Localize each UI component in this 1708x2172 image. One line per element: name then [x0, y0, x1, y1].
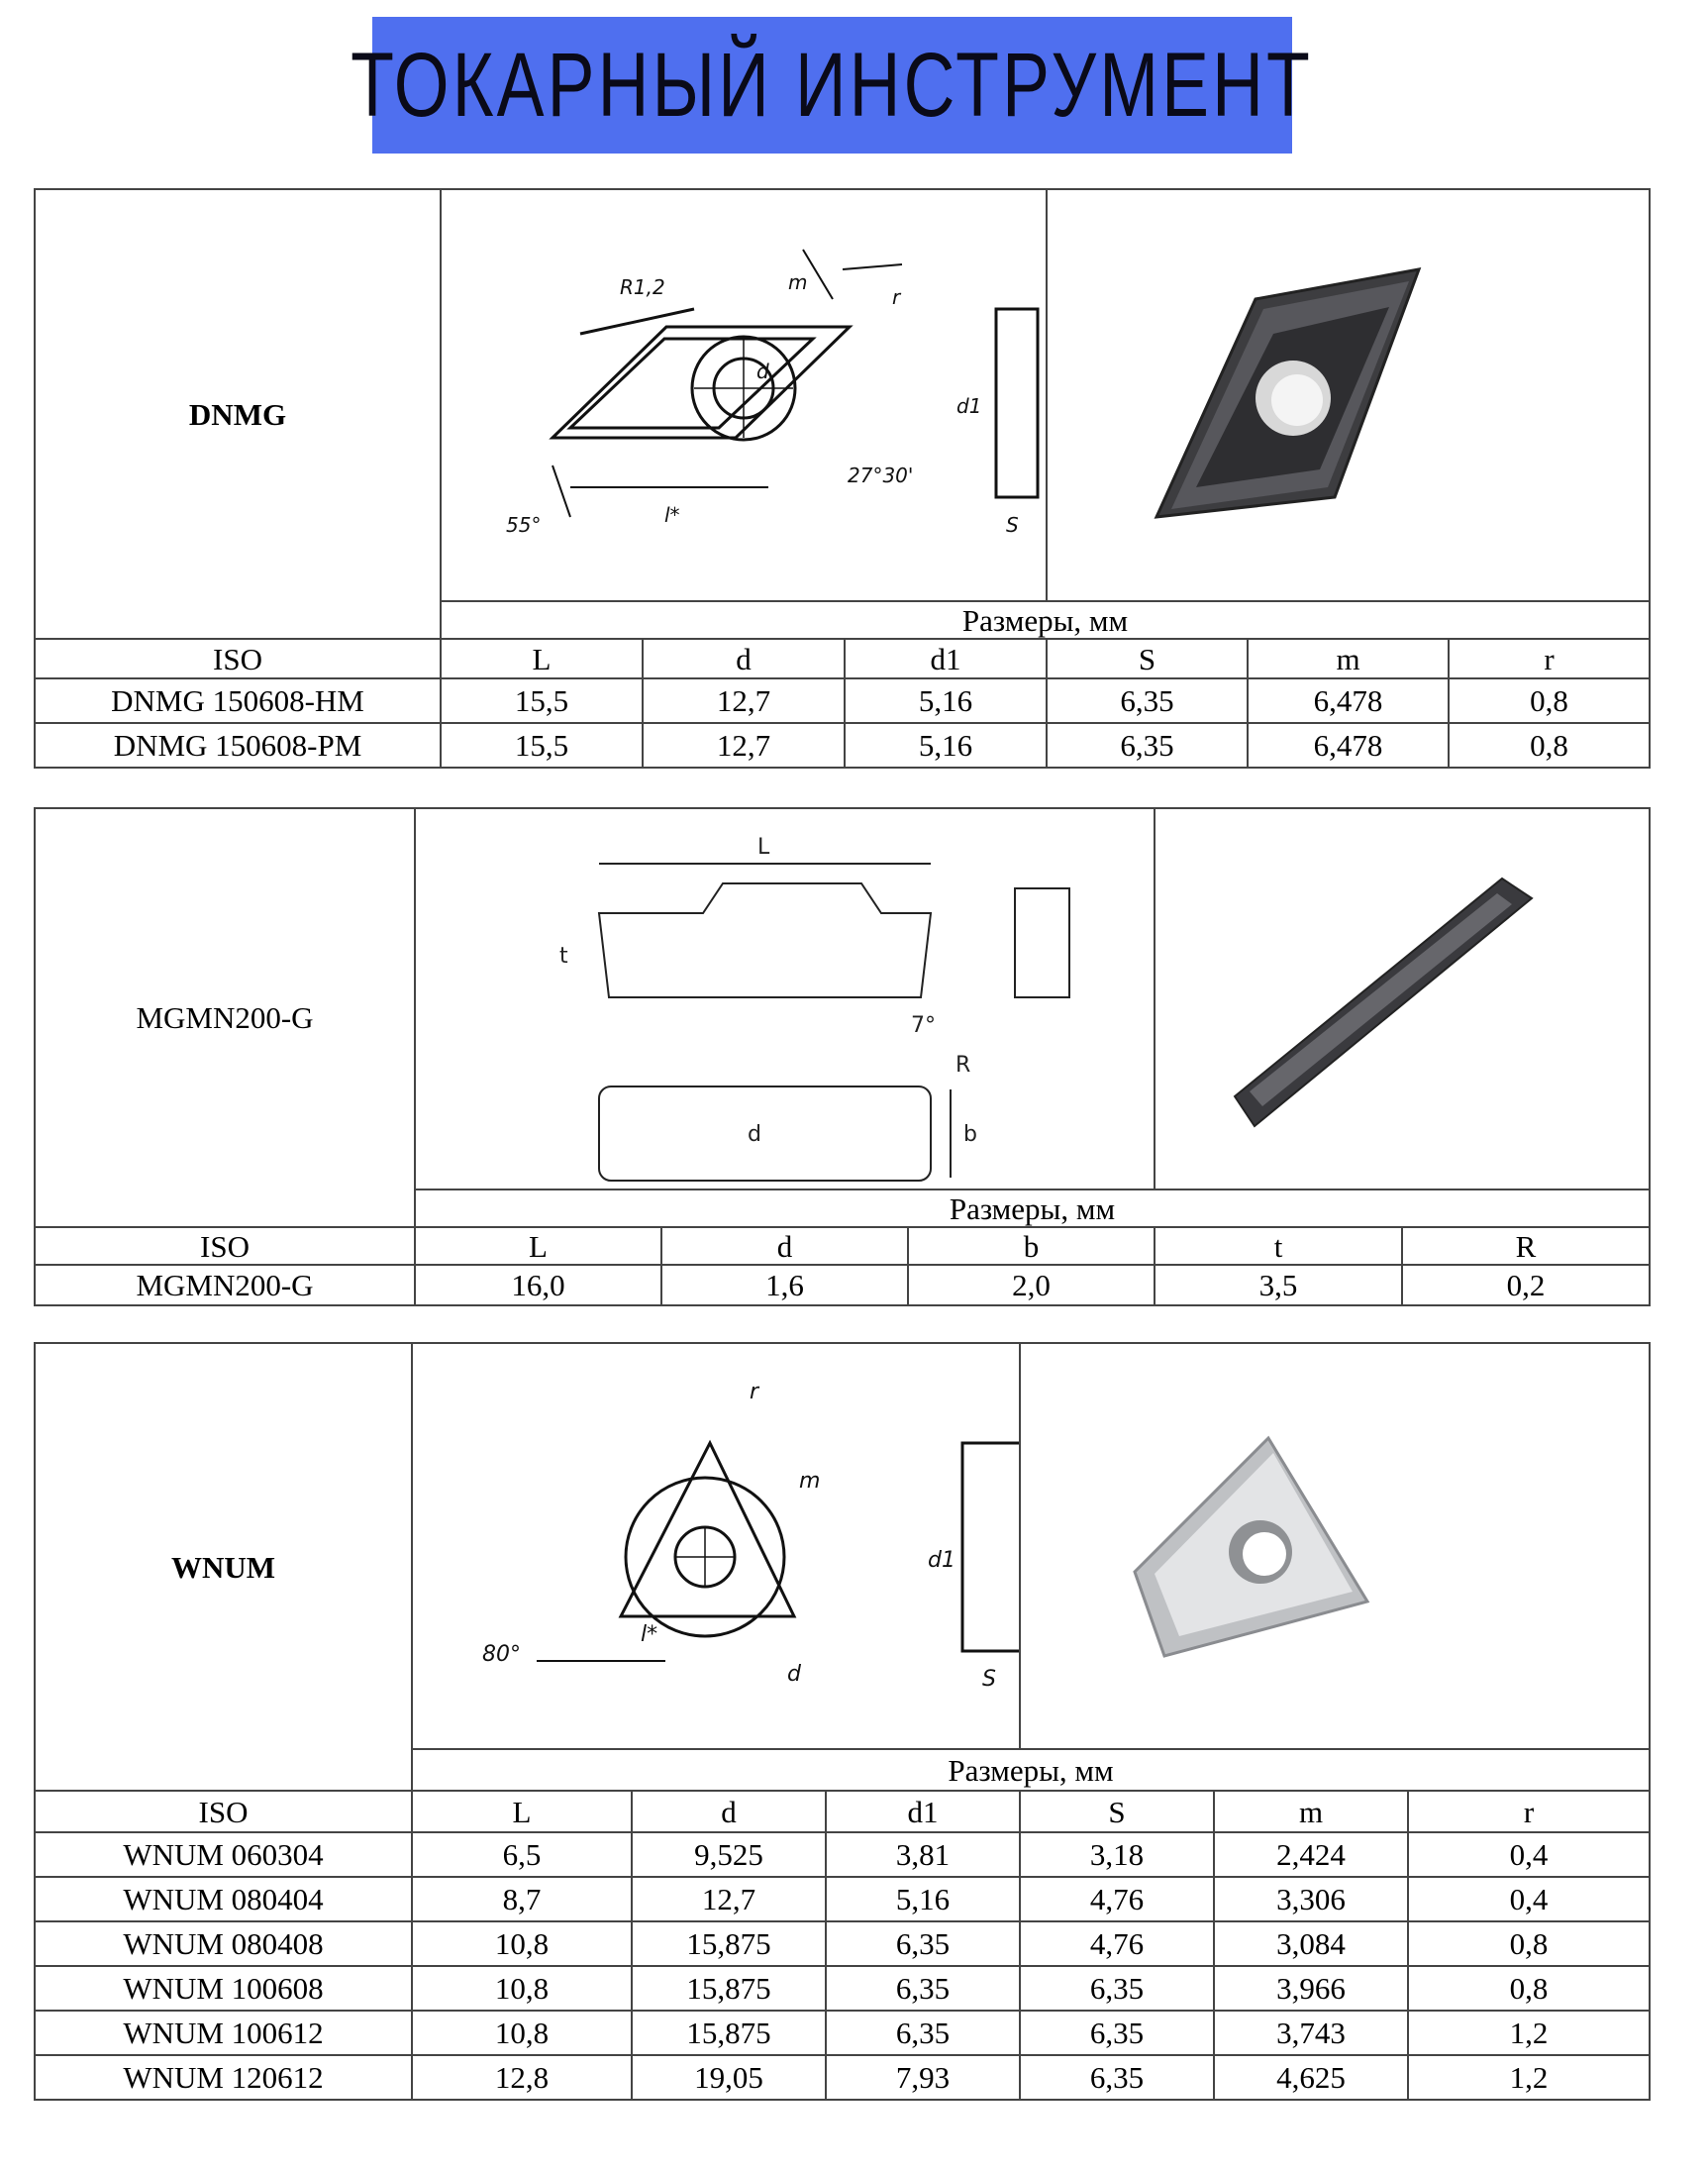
table-row: [35, 1832, 1650, 1877]
header-d: d: [661, 1227, 908, 1265]
label-r: r: [892, 285, 901, 309]
label-l: l*: [664, 503, 680, 527]
cell: 9,525: [632, 1832, 826, 1877]
label-s: S: [982, 1667, 996, 1692]
mgmn-drawing: [416, 809, 1154, 1189]
label-d1: d1: [928, 1548, 955, 1573]
table-row: [35, 1265, 1650, 1305]
cell: 0,8: [1408, 1966, 1650, 2011]
cell: 10,8: [412, 2011, 632, 2055]
cell: 3,18: [1020, 1832, 1214, 1877]
dimensions-caption: Размеры, мм: [415, 1189, 1650, 1227]
cell: 4,76: [1020, 1921, 1214, 1966]
header-b: b: [908, 1227, 1155, 1265]
header-m: m: [1214, 1791, 1408, 1832]
product-photo: [1047, 189, 1650, 601]
header-l: L: [441, 639, 643, 678]
cell: 7,93: [826, 2055, 1020, 2100]
wnum-insert-photo: [1021, 1344, 1546, 1748]
header-m: m: [1248, 639, 1449, 678]
cell: 0,8: [1408, 1921, 1650, 1966]
cell: 6,35: [1020, 2011, 1214, 2055]
header-iso: ISO: [35, 1227, 415, 1265]
cell: 19,05: [632, 2055, 826, 2100]
cell: 1,2: [1408, 2011, 1650, 2055]
table-header-row: [35, 1791, 1650, 1832]
cell: 6,35: [1020, 2055, 1214, 2100]
cell: 16,0: [415, 1265, 661, 1305]
cell: 15,875: [632, 1966, 826, 2011]
cell: 1,2: [1408, 2055, 1650, 2100]
technical-drawing: [412, 1343, 1020, 1749]
header-r: R: [1402, 1227, 1650, 1265]
header-d1: d1: [826, 1791, 1020, 1832]
label-r: r: [750, 1380, 759, 1404]
cell: 3,966: [1214, 1966, 1408, 2011]
label-s: S: [1006, 513, 1019, 537]
cell: 4,625: [1214, 2055, 1408, 2100]
cell: 0,8: [1449, 678, 1650, 723]
cell: 15,875: [632, 2011, 826, 2055]
header-r: r: [1449, 639, 1650, 678]
cell: 4,76: [1020, 1877, 1214, 1921]
cell: 6,5: [412, 1832, 632, 1877]
cell: 5,16: [826, 1877, 1020, 1921]
wnum-drawing: [413, 1344, 1019, 1748]
section-wnum: [34, 1342, 1649, 2101]
cell: 8,7: [412, 1877, 632, 1921]
label-r: R: [955, 1053, 971, 1078]
header-iso: ISO: [35, 639, 441, 678]
label-angle-7: 7°: [911, 1013, 936, 1038]
cell-iso: DNMG 150608-HM: [35, 678, 441, 723]
product-name: DNMG: [35, 189, 441, 639]
label-t: t: [559, 944, 568, 969]
cell: 6,35: [826, 1966, 1020, 2011]
cell: 3,5: [1155, 1265, 1402, 1305]
cell: 6,478: [1248, 723, 1449, 768]
header-d: d: [632, 1791, 826, 1832]
cell-iso: WNUM 100612: [35, 2011, 412, 2055]
header-d: d: [643, 639, 845, 678]
label-l: l*: [641, 1622, 658, 1647]
label-b: b: [963, 1122, 977, 1147]
label-m: m: [799, 1469, 821, 1494]
label-d: d: [748, 1122, 761, 1147]
cell: 12,7: [643, 678, 845, 723]
title-banner: [351, 17, 1314, 154]
cell: 15,5: [441, 723, 643, 768]
cell: 10,8: [412, 1921, 632, 1966]
dnmg-drawing: [442, 190, 1047, 600]
label-angle-27: 27°30': [848, 464, 914, 487]
header-iso: ISO: [35, 1791, 412, 1832]
header-s: S: [1020, 1791, 1214, 1832]
header-r: r: [1408, 1791, 1650, 1832]
cell: 3,306: [1214, 1877, 1408, 1921]
section-dnmg: [34, 188, 1649, 769]
cell-iso: WNUM 120612: [35, 2055, 412, 2100]
table-row: [35, 678, 1650, 723]
product-photo: [1155, 808, 1650, 1189]
cell: 12,8: [412, 2055, 632, 2100]
label-d: d: [787, 1662, 801, 1687]
page-title: ТОКАРНЫЙ ИНСТРУМЕНТ: [351, 34, 1314, 136]
cell-iso: WNUM 080404: [35, 1877, 412, 1921]
cell: 15,875: [632, 1921, 826, 1966]
header-s: S: [1047, 639, 1248, 678]
cell-iso: WNUM 100608: [35, 1966, 412, 2011]
cell: 3,743: [1214, 2011, 1408, 2055]
cell: 3,81: [826, 1832, 1020, 1877]
cell: 0,4: [1408, 1877, 1650, 1921]
dimensions-caption: Размеры, мм: [412, 1749, 1650, 1791]
cell: 2,424: [1214, 1832, 1408, 1877]
cell: 6,35: [826, 1921, 1020, 1966]
product-name: MGMN200-G: [35, 808, 415, 1227]
product-name: WNUM: [35, 1343, 412, 1791]
table-row: [35, 1966, 1650, 2011]
cell: 15,5: [441, 678, 643, 723]
table-row: [35, 2011, 1650, 2055]
cell: 6,35: [1020, 1966, 1214, 2011]
table-row: [35, 1877, 1650, 1921]
cell: 6,35: [1047, 723, 1248, 768]
label-l: L: [757, 835, 770, 860]
label-d1: d1: [956, 394, 982, 418]
cell-iso: WNUM 080408: [35, 1921, 412, 1966]
wnum-table: [34, 1342, 1651, 2101]
cell: 5,16: [845, 678, 1047, 723]
mgmn-table: [34, 807, 1651, 1306]
table-row: [35, 2055, 1650, 2100]
technical-drawing: [415, 808, 1155, 1189]
label-angle-55: 55°: [506, 513, 542, 537]
section-mgmn: [34, 807, 1649, 1306]
mgmn-insert-photo: [1155, 809, 1591, 1189]
dimensions-caption: Размеры, мм: [441, 601, 1650, 639]
product-photo: [1020, 1343, 1650, 1749]
cell: 6,35: [826, 2011, 1020, 2055]
cell: 5,16: [845, 723, 1047, 768]
label-angle-80: 80°: [482, 1642, 521, 1667]
technical-drawing: [441, 189, 1047, 601]
cell: 3,084: [1214, 1921, 1408, 1966]
cell: 6,35: [1047, 678, 1248, 723]
dnmg-table: [34, 188, 1651, 769]
table-header-row: [35, 1227, 1650, 1265]
label-d: d: [756, 360, 769, 383]
table-row: [35, 723, 1650, 768]
cell: 12,7: [632, 1877, 826, 1921]
cell: 10,8: [412, 1966, 632, 2011]
header-l: L: [412, 1791, 632, 1832]
label-m: m: [788, 270, 808, 294]
dnmg-insert-photo: [1048, 190, 1523, 600]
cell: 12,7: [643, 723, 845, 768]
cell: 0,4: [1408, 1832, 1650, 1877]
table-header-row: [35, 639, 1650, 678]
header-l: L: [415, 1227, 661, 1265]
cell: 0,8: [1449, 723, 1650, 768]
header-t: t: [1155, 1227, 1402, 1265]
cell: 1,6: [661, 1265, 908, 1305]
cell-iso: WNUM 060304: [35, 1832, 412, 1877]
label-r12: R1,2: [620, 275, 665, 299]
cell-iso: DNMG 150608-PM: [35, 723, 441, 768]
cell-iso: MGMN200-G: [35, 1265, 415, 1305]
cell: 6,478: [1248, 678, 1449, 723]
header-d1: d1: [845, 639, 1047, 678]
cell: 0,2: [1402, 1265, 1650, 1305]
table-row: [35, 1921, 1650, 1966]
cell: 2,0: [908, 1265, 1155, 1305]
